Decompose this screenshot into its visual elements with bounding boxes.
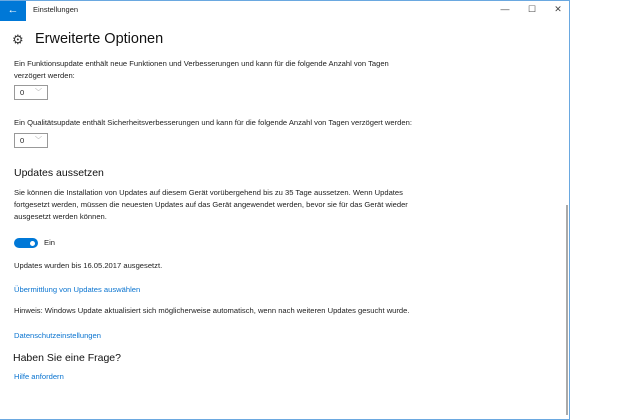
chevron-down-icon: ﹀ [35, 89, 42, 96]
feature-update-text-2: verzögert werden: [14, 71, 75, 80]
window-title: Einstellungen [33, 5, 79, 14]
page-title: Erweiterte Optionen [35, 31, 164, 47]
question-heading: Haben Sie eine Frage? [13, 352, 121, 364]
pause-toggle[interactable] [14, 238, 38, 248]
pause-heading: Updates aussetzen [14, 167, 104, 179]
pause-desc-3: ausgesetzt werden können. [14, 212, 107, 221]
maximize-button[interactable]: ☐ [527, 4, 537, 14]
toggle-knob [30, 241, 35, 246]
quality-update-days-select[interactable] [14, 133, 48, 148]
privacy-link[interactable]: Datenschutzeinstellungen [14, 331, 101, 340]
toggle-label: Ein [44, 238, 55, 247]
back-button[interactable] [0, 1, 26, 21]
pause-status: Updates wurden bis 16.05.2017 ausgesetzt. [14, 261, 163, 270]
feature-update-days-select[interactable] [14, 85, 48, 100]
chevron-down-icon: ﹀ [35, 137, 42, 144]
pause-desc-2: fortgesetzt werden, müssen die neuesten Updates auf das Gerät angewendet werden, bevor sie für das Gerät wieder [14, 200, 408, 209]
help-link[interactable]: Hilfe anfordern [14, 372, 64, 381]
delivery-link[interactable]: Übermittlung von Updates auswählen [14, 285, 141, 294]
arrow-left-icon: ← [7, 4, 19, 16]
pause-desc-1: Sie können die Installation von Updates auf diesem Gerät vorübergehend bis zu 35 Tage aussetzen. Wenn Updates [14, 188, 403, 197]
gear-icon: ⚙ [12, 32, 24, 47]
select-value: 0 [20, 88, 25, 97]
feature-update-text: Ein Funktionsupdate enthält neue Funktionen und Verbesserungen und kann für die folgende Anzahl von Tagen [14, 59, 389, 68]
scrollbar[interactable] [566, 205, 568, 415]
select-value: 0 [20, 136, 25, 145]
minimize-button[interactable]: — [500, 4, 510, 14]
note-text: Hinweis: Windows Update aktualisiert sich möglicherweise automatisch, wenn nach weiteren Updates gesucht wurde. [14, 306, 410, 315]
quality-update-text: Ein Qualitätsupdate enthält Sicherheitsverbesserungen und kann für die folgende Anzahl von Tagen verzögert werden: [14, 118, 412, 127]
close-button[interactable]: ✕ [554, 4, 562, 14]
title-bar [0, 0, 569, 20]
